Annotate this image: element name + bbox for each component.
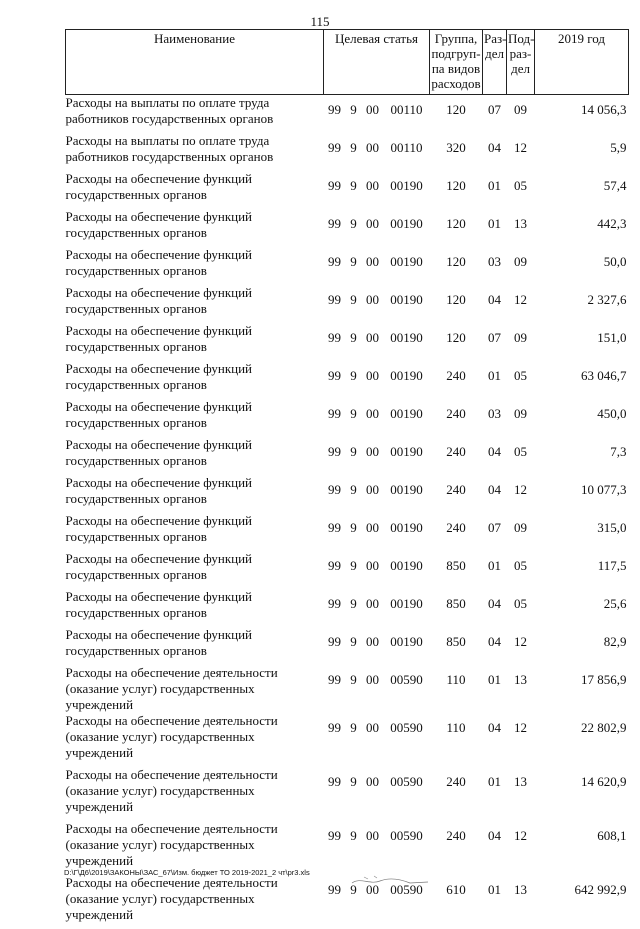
- amount-2019: 450,0: [535, 399, 629, 437]
- group-code: 120: [430, 247, 483, 285]
- target-c1: 99: [324, 247, 346, 285]
- group-code: 240: [430, 399, 483, 437]
- group-code: 240: [430, 361, 483, 399]
- target-c3: 00: [362, 665, 384, 713]
- target-c1: 99: [324, 627, 346, 665]
- subsection-code: 05: [507, 589, 535, 627]
- row-name: Расходы на обеспечение деятельности (оказание услуг) государственных учреждений: [66, 875, 324, 929]
- target-c3: 00: [362, 361, 384, 399]
- subsection-code: 13: [507, 209, 535, 247]
- target-c1: 99: [324, 133, 346, 171]
- section-code: 01: [483, 767, 507, 821]
- section-code: 01: [483, 665, 507, 713]
- subsection-code: 13: [507, 875, 535, 929]
- subsection-code: 05: [507, 361, 535, 399]
- section-code: 04: [483, 437, 507, 475]
- row-name: Расходы на обеспечение функций государственных органов: [66, 209, 324, 247]
- target-c1: 99: [324, 713, 346, 767]
- group-code: 320: [430, 133, 483, 171]
- row-name: Расходы на обеспечение функций государственных органов: [66, 399, 324, 437]
- target-c2: 9: [346, 589, 362, 627]
- row-name: Расходы на обеспечение функций государственных органов: [66, 323, 324, 361]
- target-c4: 00190: [384, 361, 430, 399]
- row-name: Расходы на выплаты по оплате труда работников государственных органов: [66, 95, 324, 134]
- table-row: [66, 437, 629, 475]
- target-c3: 00: [362, 285, 384, 323]
- row-name: Расходы на обеспечение деятельности (оказание услуг) государственных учреждений: [66, 713, 324, 767]
- target-c4: 00190: [384, 551, 430, 589]
- amount-2019: 22 802,9: [535, 713, 629, 767]
- row-name: Расходы на обеспечение функций государственных органов: [66, 551, 324, 589]
- target-c3: 00: [362, 513, 384, 551]
- table-row: [66, 361, 629, 399]
- target-c2: 9: [346, 875, 362, 929]
- section-code: 01: [483, 875, 507, 929]
- target-c1: 99: [324, 95, 346, 134]
- table-row: [66, 95, 629, 134]
- group-code: 850: [430, 551, 483, 589]
- amount-2019: 57,4: [535, 171, 629, 209]
- subsection-code: 09: [507, 513, 535, 551]
- target-c1: 99: [324, 821, 346, 875]
- group-code: 850: [430, 589, 483, 627]
- target-c4: 00110: [384, 95, 430, 134]
- table-row: [66, 875, 629, 929]
- ink-mark: [350, 873, 430, 887]
- table-row: [66, 399, 629, 437]
- target-c2: 9: [346, 209, 362, 247]
- row-name: Расходы на обеспечение деятельности (оказание услуг) государственных учреждений: [66, 665, 324, 713]
- target-c4: 00190: [384, 513, 430, 551]
- section-code: 04: [483, 285, 507, 323]
- target-c2: 9: [346, 551, 362, 589]
- target-c4: 00190: [384, 209, 430, 247]
- section-code: 01: [483, 171, 507, 209]
- subsection-code: 12: [507, 627, 535, 665]
- target-c2: 9: [346, 513, 362, 551]
- header-target: Целевая статья: [324, 30, 430, 95]
- target-c2: 9: [346, 171, 362, 209]
- header-group: Группа, подгруп-па видов расходов: [430, 30, 483, 95]
- target-c1: 99: [324, 875, 346, 929]
- table-row: [66, 285, 629, 323]
- budget-table: [65, 29, 629, 929]
- subsection-code: 05: [507, 171, 535, 209]
- section-code: 07: [483, 323, 507, 361]
- group-code: 110: [430, 665, 483, 713]
- table-row: [66, 551, 629, 589]
- group-code: 240: [430, 767, 483, 821]
- target-c3: 00: [362, 875, 384, 929]
- amount-2019: 82,9: [535, 627, 629, 665]
- row-name: Расходы на обеспечение функций государственных органов: [66, 361, 324, 399]
- target-c2: 9: [346, 437, 362, 475]
- target-c3: 00: [362, 171, 384, 209]
- row-name: Расходы на обеспечение функций государственных органов: [66, 171, 324, 209]
- table-row: [66, 665, 629, 713]
- target-c4: 00190: [384, 247, 430, 285]
- row-name: Расходы на обеспечение функций государственных органов: [66, 513, 324, 551]
- table-row: [66, 767, 629, 821]
- section-code: 01: [483, 361, 507, 399]
- target-c2: 9: [346, 399, 362, 437]
- row-name: Расходы на обеспечение деятельности (оказание услуг) государственных учреждений: [66, 821, 324, 875]
- subsection-code: 12: [507, 285, 535, 323]
- table-row: [66, 475, 629, 513]
- target-c1: 99: [324, 513, 346, 551]
- subsection-code: 13: [507, 767, 535, 821]
- group-code: 610: [430, 875, 483, 929]
- group-code: 120: [430, 209, 483, 247]
- target-c1: 99: [324, 589, 346, 627]
- table-row: [66, 589, 629, 627]
- amount-2019: 25,6: [535, 589, 629, 627]
- amount-2019: 50,0: [535, 247, 629, 285]
- table-row: [66, 247, 629, 285]
- group-code: 240: [430, 821, 483, 875]
- subsection-code: 12: [507, 713, 535, 767]
- subsection-code: 12: [507, 475, 535, 513]
- table-header-row: [66, 30, 629, 95]
- header-section: Раз-дел: [483, 30, 507, 95]
- subsection-code: 09: [507, 247, 535, 285]
- group-code: 110: [430, 713, 483, 767]
- subsection-code: 09: [507, 399, 535, 437]
- amount-2019: 2 327,6: [535, 285, 629, 323]
- target-c3: 00: [362, 821, 384, 875]
- subsection-code: 09: [507, 323, 535, 361]
- row-name: Расходы на обеспечение функций государственных органов: [66, 247, 324, 285]
- target-c3: 00: [362, 399, 384, 437]
- target-c4: 00190: [384, 475, 430, 513]
- target-c1: 99: [324, 551, 346, 589]
- target-c3: 00: [362, 767, 384, 821]
- target-c1: 99: [324, 361, 346, 399]
- row-name: Расходы на обеспечение функций государственных органов: [66, 589, 324, 627]
- target-c2: 9: [346, 361, 362, 399]
- row-name: Расходы на выплаты по оплате труда работников государственных органов: [66, 133, 324, 171]
- section-code: 07: [483, 95, 507, 134]
- header-subsection: Под-раз-дел: [507, 30, 535, 95]
- amount-2019: 117,5: [535, 551, 629, 589]
- target-c2: 9: [346, 665, 362, 713]
- amount-2019: 151,0: [535, 323, 629, 361]
- section-code: 01: [483, 551, 507, 589]
- target-c4: 00190: [384, 323, 430, 361]
- target-c4: 00190: [384, 627, 430, 665]
- group-code: 120: [430, 95, 483, 134]
- section-code: 04: [483, 589, 507, 627]
- section-code: 04: [483, 821, 507, 875]
- group-code: 240: [430, 513, 483, 551]
- target-c4: 00190: [384, 589, 430, 627]
- budget-table-container: [65, 29, 640, 929]
- target-c1: 99: [324, 209, 346, 247]
- row-name: Расходы на обеспечение функций государственных органов: [66, 627, 324, 665]
- section-code: 04: [483, 627, 507, 665]
- target-c3: 00: [362, 437, 384, 475]
- target-c2: 9: [346, 133, 362, 171]
- target-c4: 00110: [384, 133, 430, 171]
- page-number: 115: [0, 14, 640, 30]
- target-c4: 00590: [384, 767, 430, 821]
- target-c3: 00: [362, 589, 384, 627]
- target-c2: 9: [346, 821, 362, 875]
- table-row: [66, 821, 629, 875]
- row-name: Расходы на обеспечение деятельности (оказание услуг) государственных учреждений: [66, 767, 324, 821]
- table-row: [66, 323, 629, 361]
- target-c1: 99: [324, 437, 346, 475]
- section-code: 04: [483, 133, 507, 171]
- amount-2019: 442,3: [535, 209, 629, 247]
- amount-2019: 5,9: [535, 133, 629, 171]
- target-c1: 99: [324, 285, 346, 323]
- target-c4: 00590: [384, 821, 430, 875]
- row-name: Расходы на обеспечение функций государственных органов: [66, 285, 324, 323]
- section-code: 03: [483, 399, 507, 437]
- amount-2019: 10 077,3: [535, 475, 629, 513]
- target-c2: 9: [346, 95, 362, 134]
- target-c2: 9: [346, 285, 362, 323]
- target-c3: 00: [362, 95, 384, 134]
- section-code: 07: [483, 513, 507, 551]
- amount-2019: 63 046,7: [535, 361, 629, 399]
- group-code: 120: [430, 171, 483, 209]
- target-c3: 00: [362, 551, 384, 589]
- table-row: [66, 627, 629, 665]
- amount-2019: 14 620,9: [535, 767, 629, 821]
- target-c4: 00590: [384, 713, 430, 767]
- row-name: Расходы на обеспечение функций государственных органов: [66, 475, 324, 513]
- target-c2: 9: [346, 247, 362, 285]
- target-c3: 00: [362, 133, 384, 171]
- target-c2: 9: [346, 627, 362, 665]
- target-c3: 00: [362, 247, 384, 285]
- section-code: 04: [483, 475, 507, 513]
- table-row: [66, 713, 629, 767]
- amount-2019: 17 856,9: [535, 665, 629, 713]
- group-code: 240: [430, 475, 483, 513]
- target-c1: 99: [324, 767, 346, 821]
- target-c2: 9: [346, 767, 362, 821]
- target-c3: 00: [362, 475, 384, 513]
- target-c1: 99: [324, 399, 346, 437]
- amount-2019: 608,1: [535, 821, 629, 875]
- group-code: 120: [430, 285, 483, 323]
- target-c3: 00: [362, 209, 384, 247]
- target-c2: 9: [346, 713, 362, 767]
- target-c3: 00: [362, 713, 384, 767]
- table-row: [66, 171, 629, 209]
- subsection-code: 12: [507, 821, 535, 875]
- target-c4: 00590: [384, 665, 430, 713]
- amount-2019: 642 992,9: [535, 875, 629, 929]
- target-c4: 00190: [384, 171, 430, 209]
- section-code: 04: [483, 713, 507, 767]
- row-name: Расходы на обеспечение функций государственных органов: [66, 437, 324, 475]
- target-c1: 99: [324, 665, 346, 713]
- target-c4: 00590: [384, 875, 430, 929]
- amount-2019: 14 056,3: [535, 95, 629, 134]
- group-code: 120: [430, 323, 483, 361]
- table-row: [66, 209, 629, 247]
- table-row: [66, 513, 629, 551]
- target-c2: 9: [346, 475, 362, 513]
- target-c3: 00: [362, 323, 384, 361]
- target-c4: 00190: [384, 399, 430, 437]
- target-c1: 99: [324, 171, 346, 209]
- subsection-code: 13: [507, 665, 535, 713]
- target-c2: 9: [346, 323, 362, 361]
- section-code: 01: [483, 209, 507, 247]
- subsection-code: 05: [507, 551, 535, 589]
- target-c4: 00190: [384, 285, 430, 323]
- table-body: [66, 95, 629, 929]
- subsection-code: 05: [507, 437, 535, 475]
- group-code: 850: [430, 627, 483, 665]
- header-year: 2019 год: [535, 30, 629, 95]
- table-row: [66, 133, 629, 171]
- group-code: 240: [430, 437, 483, 475]
- amount-2019: 315,0: [535, 513, 629, 551]
- subsection-code: 12: [507, 133, 535, 171]
- target-c1: 99: [324, 323, 346, 361]
- target-c1: 99: [324, 475, 346, 513]
- subsection-code: 09: [507, 95, 535, 134]
- target-c4: 00190: [384, 437, 430, 475]
- amount-2019: 7,3: [535, 437, 629, 475]
- footer-file-path: D:\Г\Д6\2019\ЗАКОНЫ\ЗАС_67\Изм. бюджет ТО 2019-2021_2 чт\pr3.xls: [64, 868, 310, 877]
- target-c3: 00: [362, 627, 384, 665]
- header-name: Наименование: [66, 30, 324, 95]
- section-code: 03: [483, 247, 507, 285]
